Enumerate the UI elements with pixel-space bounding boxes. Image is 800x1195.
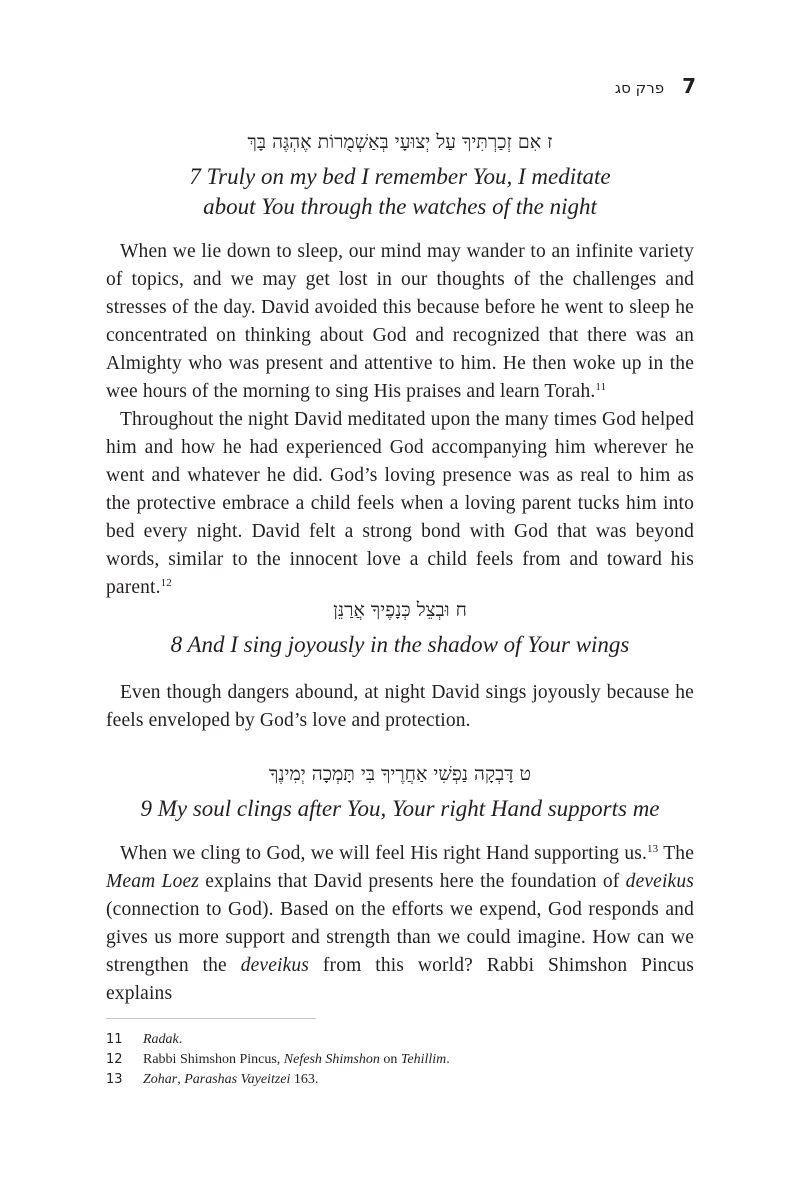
paragraph	[106, 679, 694, 735]
verse-hebrew: ז אִם זְכַרְתִּיךָ עַל יְצוּעָי בְּאַשְׁמֻרוֹת אֶהְגֶּה בָּךְ	[247, 131, 553, 153]
verse-translation: 8 And I sing joyously in the shadow of Your wings	[170, 632, 630, 657]
verse-translation-line: 7 Truly on my bed I remember You, I meditate	[189, 164, 611, 189]
footnote-ref[interactable]: 13	[647, 843, 659, 855]
footnote-ref[interactable]: 11	[595, 381, 607, 393]
verse-translation-line: about You through the watches of the night	[203, 194, 597, 219]
footnote-ref[interactable]: 12	[160, 577, 172, 589]
paragraph-text: (connection to God). Based on the efforts we expend, God responds and gives us more support and strength than we could imagine. How can we strengthen the	[106, 899, 694, 976]
paragraph-text: explains that David presents here the foundation of	[199, 871, 626, 892]
footnote-text	[143, 1070, 318, 1090]
paragraph-text: When we lie down to sleep, our mind may wander to an infinite variety of topics, and we may get lost in our thoughts of the challenges and stresses of the day. David avoided this because before he went to sleep he concentrated on thinking about God and recognized that there was an Almighty who was present and attentive to him. He then woke up in the wee hours of the morning to sing His praises and learn Torah.	[106, 241, 694, 402]
verse-8	[106, 596, 694, 660]
paragraph	[106, 406, 694, 602]
citation-title: Tehillim	[400, 1052, 447, 1067]
footnote-text-part: on	[379, 1052, 401, 1067]
paragraph	[106, 840, 694, 1008]
footnote-13	[106, 1070, 694, 1090]
verse-hebrew: ח וּבְצֵל כְּנָפֶיךָ אֲרַנֵּן	[333, 599, 467, 621]
citation-title: Zohar	[143, 1072, 178, 1087]
term: deveikus	[240, 955, 310, 976]
footnote-11	[106, 1030, 694, 1050]
footnote-text	[143, 1050, 450, 1070]
footnote-text-part: Rabbi Shimshon Pincus,	[143, 1052, 284, 1067]
verse-9	[106, 760, 694, 824]
footnotes	[106, 1030, 694, 1090]
footnote-number: 13	[106, 1072, 123, 1087]
paragraph-text: Throughout the night David meditated upon the many times God helped him and how he had experienced God accompanying him wherever he went and whatever he did. God’s loving presence was as real to him as the protective embrace a child feels when a loving parent tucks him into bed every night. David felt a strong bond with God that was beyond words, similar to the innocent love a child feels from and toward his parent.	[106, 409, 694, 598]
page-number: 7	[682, 74, 696, 98]
paragraph-text: When we cling to God, we will feel His right Hand supporting us.	[120, 843, 647, 864]
paragraph	[106, 238, 694, 406]
footnote-12	[106, 1050, 694, 1070]
citation-title: Radak	[143, 1032, 179, 1047]
footnote-text-part: ,	[177, 1072, 185, 1087]
verse-translation	[106, 162, 694, 222]
paragraph-text: Even though dangers abound, at night David sings joyously because he feels enveloped by God’s love and protection.	[106, 682, 694, 731]
verse-translation: 9 My soul clings after You, Your right Hand supports me	[140, 796, 660, 821]
footnote-number: 11	[106, 1032, 123, 1047]
book-title: Meam Loez	[106, 871, 200, 892]
running-head	[615, 74, 696, 98]
footnote-text-part: .	[178, 1032, 183, 1047]
verse-7	[106, 128, 694, 222]
term: deveikus	[625, 871, 694, 892]
citation-title: Nefesh Shimshon	[283, 1052, 380, 1067]
footnote-divider	[106, 1018, 316, 1019]
footnote-text-part: .	[446, 1052, 450, 1067]
footnote-number: 12	[106, 1052, 123, 1067]
footnote-text-part: 163.	[290, 1072, 319, 1087]
paragraph-text: from this world? Rabbi Shimshon Pincus explains	[106, 955, 694, 1004]
paragraph-text: The	[658, 843, 694, 864]
verse-hebrew: ט דָּבְקָה נַפְשִׁי אַחֲרֶיךָ בִּי תָּמְכָה יְמִינֶךָ	[269, 763, 531, 785]
citation-title: Parashas Vayeitzei	[184, 1072, 291, 1087]
footnote-text	[143, 1030, 182, 1050]
chapter-label: פרק סג	[614, 79, 665, 97]
